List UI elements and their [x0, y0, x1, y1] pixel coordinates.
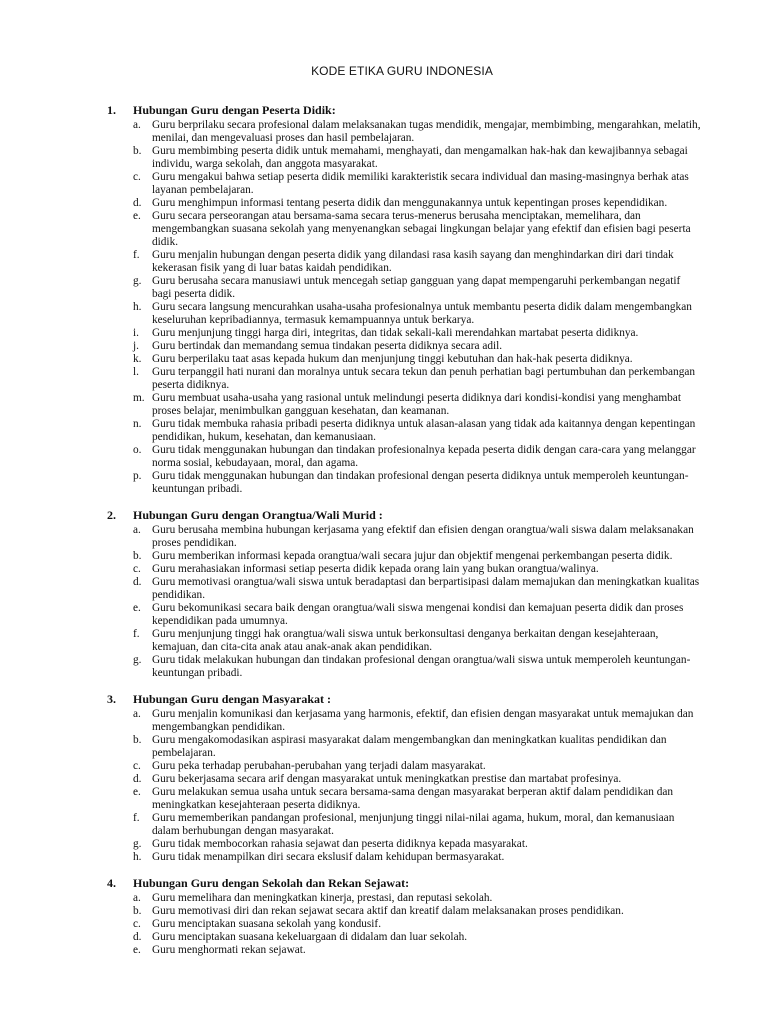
- item-letter: e.: [133, 602, 141, 614]
- list-item: [0, 773, 702, 786]
- list-item: [0, 944, 702, 957]
- item-letter: k.: [133, 353, 142, 365]
- item-letter: d.: [133, 931, 142, 943]
- list-item: [0, 444, 702, 470]
- section-items: [0, 119, 768, 496]
- item-letter: b.: [133, 734, 142, 746]
- list-item: [0, 851, 702, 864]
- list-item: [0, 340, 702, 353]
- list-item: [0, 812, 702, 838]
- list-item: [0, 734, 702, 760]
- list-item: [0, 301, 702, 327]
- item-letter: j.: [133, 340, 139, 352]
- section-heading: [0, 692, 768, 707]
- code-section: [0, 103, 768, 496]
- item-text: Guru menjalin komunikasi dan kerjasama yang harmonis, efektif, dan efisien dengan masyarakat untuk memajukan dan mengembangkan pendidikan.: [152, 708, 694, 733]
- item-text: Guru secara langsung mencurahkan usaha-usaha profesionalnya untuk membantu peserta didik dalam mengembangkan keseluruhan kepribadiannya, termasuk kemampuannya untuk berkarya.: [152, 301, 692, 326]
- item-text: Guru mengakui bahwa setiap peserta didik memiliki karakteristik secara individual dan masing-masingnya berhak atas layanan pembelajaran.: [152, 171, 689, 196]
- item-text: Guru bekerjasama secara arif dengan masyarakat untuk meningkatkan prestise dan martabat profesinya.: [152, 773, 622, 785]
- code-section: [0, 692, 768, 864]
- item-letter: d.: [133, 773, 142, 785]
- item-letter: e.: [133, 786, 141, 798]
- item-text: Guru mememberikan pandangan profesional, menjunjung tinggi nilai-nilai agama, hukum, moral, dan kemanusiaan dalam berhubungan dengan masyarakat.: [152, 812, 675, 837]
- list-item: [0, 353, 702, 366]
- item-letter: o.: [133, 444, 142, 456]
- section-items: [0, 892, 768, 957]
- code-section: [0, 876, 768, 957]
- item-letter: h.: [133, 851, 142, 863]
- item-text: Guru berusaha membina hubungan kerjasama yang efektif dan efisien dengan orangtua/wali siswa dalam melaksanakan proses pendidikan.: [152, 524, 694, 549]
- item-text: Guru membuat usaha-usaha yang rasional untuk melindungi peserta didiknya dari kondisi-kondisi yang menghambat proses belajar, menimbulkan gangguan kesehatan, dan keamanan.: [152, 392, 681, 417]
- item-letter: g.: [133, 838, 142, 850]
- item-text: Guru menjalin hubungan dengan peserta didik yang dilandasi rasa kasih sayang dan menghindarkan diri dari tindak kekerasan fisik yang di luar batas kaidah pendidikan.: [152, 249, 674, 274]
- item-letter: g.: [133, 654, 142, 666]
- item-text: Guru berprilaku secara profesional dalam melaksanakan tugas mendidik, mengajar, membimbing, mengarahkan, melatih, menilai, dan mengevaluasi proses dan hasil pembelajaran.: [152, 119, 701, 144]
- list-item: [0, 918, 702, 931]
- section-items: [0, 524, 768, 680]
- item-letter: a.: [133, 119, 141, 131]
- list-item: [0, 210, 702, 249]
- list-item: [0, 708, 702, 734]
- section-number: 3.: [107, 692, 116, 706]
- item-text: Guru menciptakan suasana sekolah yang kondusif.: [152, 918, 382, 930]
- list-item: [0, 602, 702, 628]
- list-item: [0, 524, 702, 550]
- item-letter: h.: [133, 301, 142, 313]
- item-text: Guru tidak membocorkan rahasia sejawat dan peserta didiknya kepada masyarakat.: [152, 838, 528, 850]
- item-text: Guru tidak membuka rahasia pribadi peserta didiknya untuk alasan-alasan yang tidak ada kaitannya dengan kepentingan pendidikan, hukum, kesehatan, dan kemanusiaan.: [152, 418, 696, 443]
- section-number: 4.: [107, 876, 116, 890]
- list-item: [0, 786, 702, 812]
- list-item: [0, 628, 702, 654]
- item-letter: m.: [133, 392, 145, 404]
- item-text: Guru menghormati rekan sejawat.: [152, 944, 306, 956]
- item-letter: p.: [133, 470, 142, 482]
- item-text: Guru memelihara dan meningkatkan kinerja, prestasi, dan reputasi sekolah.: [152, 892, 493, 904]
- item-letter: c.: [133, 760, 141, 772]
- item-letter: e.: [133, 944, 141, 956]
- item-text: Guru terpanggil hati nurani dan moralnya untuk secara tekun dan penuh perhatian bagi pertumbuhan dan perkembangan peserta didiknya.: [152, 366, 696, 391]
- item-text: Guru mengakomodasikan aspirasi masyarakat dalam mengembangkan dan meningkatkan kualitas pendidikan dan pembelajaran.: [152, 734, 667, 759]
- list-item: [0, 366, 702, 392]
- list-item: [0, 654, 702, 680]
- item-letter: i.: [133, 327, 139, 339]
- item-letter: b.: [133, 550, 142, 562]
- sections-container: [0, 103, 768, 957]
- item-letter: c.: [133, 171, 141, 183]
- item-text: Guru menghimpun informasi tentang peserta didik dan menggunakannya untuk kepentingan proses kependidikan.: [152, 197, 668, 209]
- item-text: Guru menjunjung tinggi harga diri, integritas, dan tidak sekali-kali merendahkan martabat peserta didiknya.: [152, 327, 639, 339]
- item-text: Guru tidak menggunakan hubungan dan tindakan profesionalnya kepada peserta didik dengan cara-cara yang melanggar norma sosial, kebudayaan, moral, dan agama.: [152, 444, 696, 469]
- code-section: [0, 508, 768, 680]
- list-item: [0, 418, 702, 444]
- section-heading: [0, 508, 768, 523]
- item-letter: g.: [133, 275, 142, 287]
- list-item: [0, 327, 702, 340]
- item-text: Guru tidak menampilkan diri secara ekslusif dalam kehidupan bermasyarakat.: [152, 851, 505, 863]
- section-items: [0, 708, 768, 864]
- section-heading: [0, 876, 768, 891]
- section-title: Hubungan Guru dengan Sekolah dan Rekan Sejawat:: [133, 876, 410, 890]
- item-text: Guru merahasiakan informasi setiap peserta didik kepada orang lain yang bukan orangtua/walinya.: [152, 563, 599, 575]
- section-heading: [0, 103, 768, 118]
- list-item: [0, 171, 702, 197]
- list-item: [0, 197, 702, 210]
- item-text: Guru membimbing peserta didik untuk memahami, menghayati, dan mengamalkan hak-hak dan kewajibannya sebagai individu, warga sekolah, dan anggota masyarakat.: [152, 145, 688, 170]
- item-letter: f.: [133, 812, 140, 824]
- item-letter: c.: [133, 563, 141, 575]
- item-text: Guru berperilaku taat asas kepada hukum dan menjunjung tinggi kebutuhan dan hak-hak peserta didiknya.: [152, 353, 633, 365]
- list-item: [0, 145, 702, 171]
- item-text: Guru menjunjung tinggi hak orangtua/wali siswa untuk berkonsultasi denganya berkaitan dengan kesejahteraan, kemajuan, dan cita-cita anak atau anak-anak akan pendidikan.: [152, 628, 659, 653]
- item-text: Guru secara perseorangan atau bersama-sama secara terus-menerus berusaha menciptakan, memelihara, dan mengembangkan suasana sekolah yang menyenangkan sebagai lingkungan belajar yang efektif dan efisien bagi peserta didik.: [152, 210, 691, 248]
- item-letter: e.: [133, 210, 141, 222]
- item-letter: b.: [133, 905, 142, 917]
- list-item: [0, 392, 702, 418]
- section-title: Hubungan Guru dengan Masyarakat :: [133, 692, 332, 706]
- list-item: [0, 931, 702, 944]
- list-item: [0, 563, 702, 576]
- item-text: Guru memotivasi orangtua/wali siswa untuk beradaptasi dan berpartisipasi dalam memajukan dan meningkatkan kualitas pendidikan.: [152, 576, 700, 601]
- list-item: [0, 470, 702, 496]
- item-text: Guru tidak melakukan hubungan dan tindakan profesional dengan orangtua/wali siswa untuk memperoleh keuntungan-keuntungan pribadi.: [152, 654, 691, 679]
- item-text: Guru melakukan semua usaha untuk secara bersama-sama dengan masyarakat berperan aktif dalam pendidikan dan meningkatkan kesejahteraan peserta didiknya.: [152, 786, 674, 811]
- section-number: 1.: [107, 103, 116, 117]
- item-text: Guru menciptakan suasana kekeluargaan di didalam dan luar sekolah.: [152, 931, 468, 943]
- list-item: [0, 550, 702, 563]
- list-item: [0, 760, 702, 773]
- list-item: [0, 275, 702, 301]
- list-item: [0, 119, 702, 145]
- item-letter: n.: [133, 418, 142, 430]
- item-text: Guru bertindak dan memandang semua tindakan peserta didiknya secara adil.: [152, 340, 503, 352]
- list-item: [0, 892, 702, 905]
- item-letter: a.: [133, 892, 141, 904]
- list-item: [0, 905, 702, 918]
- list-item: [0, 838, 702, 851]
- item-text: Guru tidak menggunakan hubungan dan tindakan profesional dengan peserta didiknya untuk memperoleh keuntungan-keuntungan pribadi.: [152, 470, 689, 495]
- item-letter: a.: [133, 524, 141, 536]
- section-title: Hubungan Guru dengan Orangtua/Wali Murid :: [133, 508, 383, 522]
- item-letter: a.: [133, 708, 141, 720]
- list-item: [0, 249, 702, 275]
- item-text: Guru peka terhadap perubahan-perubahan yang terjadi dalam masyarakat.: [152, 760, 486, 772]
- item-letter: l.: [133, 366, 139, 378]
- item-letter: b.: [133, 145, 142, 157]
- item-letter: f.: [133, 628, 140, 640]
- section-title: Hubungan Guru dengan Peserta Didik:: [133, 103, 336, 117]
- item-letter: d.: [133, 576, 142, 588]
- document-title: KODE ETIKA GURU INDONESIA: [311, 64, 493, 78]
- section-number: 2.: [107, 508, 116, 522]
- item-text: Guru berusaha secara manusiawi untuk mencegah setiap gangguan yang dapat mempengaruhi perkembangan negatif bagi peserta didik.: [152, 275, 681, 300]
- item-text: Guru memotivasi diri dan rekan sejawat secara aktif dan kreatif dalam melaksanakan proses pendidikan.: [152, 905, 624, 917]
- list-item: [0, 576, 702, 602]
- item-text: Guru bekomunikasi secara baik dengan orangtua/wali siswa mengenai kondisi dan kemajuan peserta didik dan proses kependidikan pada umumnya.: [152, 602, 684, 627]
- item-letter: c.: [133, 918, 141, 930]
- item-letter: d.: [133, 197, 142, 209]
- item-letter: f.: [133, 249, 140, 261]
- item-text: Guru memberikan informasi kepada orangtua/wali secara jujur dan objektif mengenai perkembangan peserta didik.: [152, 550, 673, 562]
